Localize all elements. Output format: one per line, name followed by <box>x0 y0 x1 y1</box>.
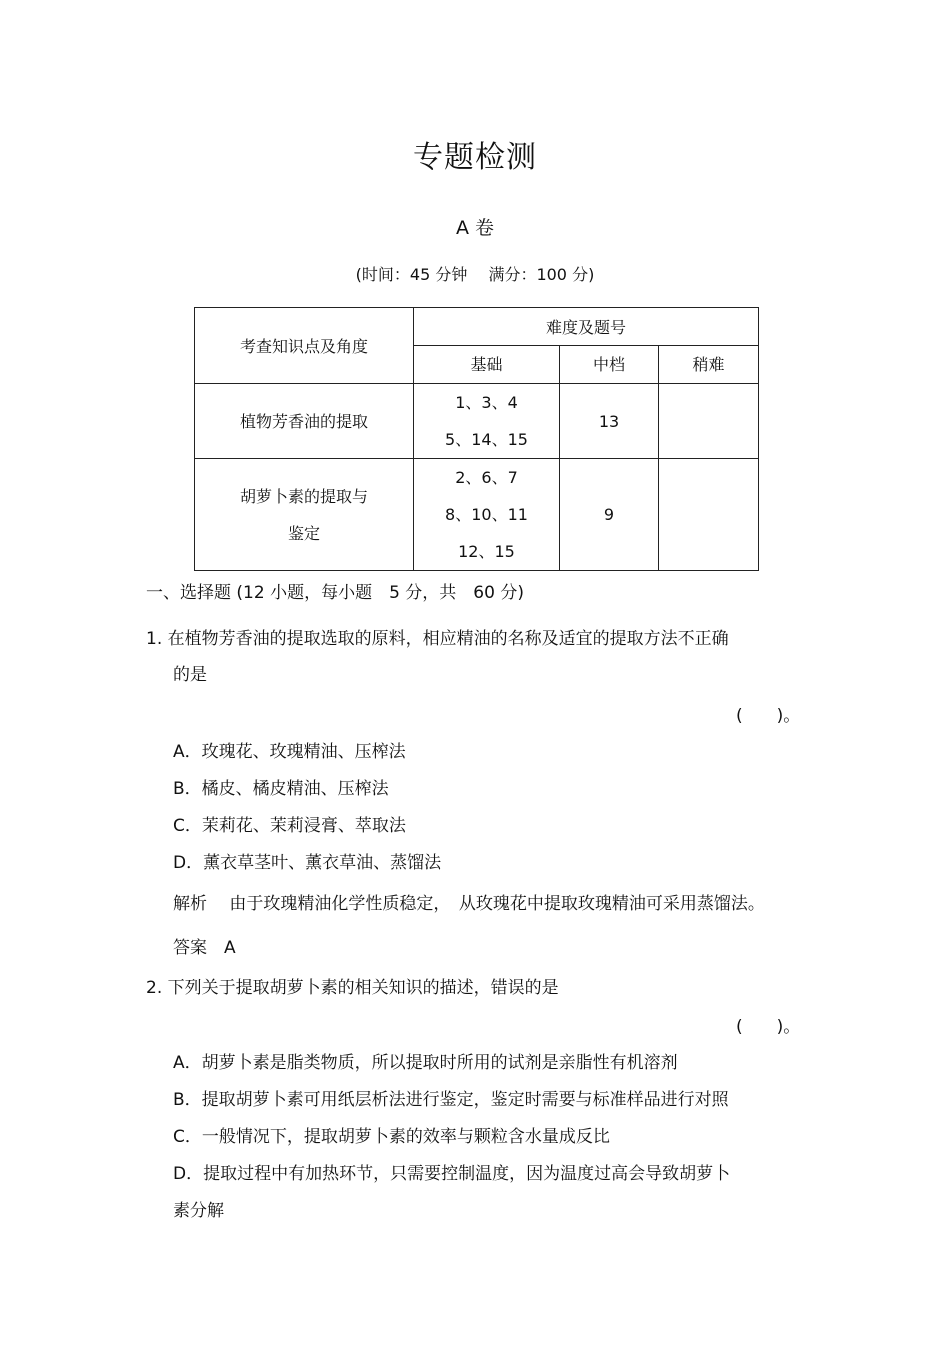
table-row <box>195 384 759 459</box>
paper-subtitle: A 卷 <box>455 217 495 239</box>
q2-answer-blank: ( )。 <box>736 1017 801 1037</box>
row-medium: 13 <box>560 384 659 459</box>
q1-answer-blank: ( )。 <box>736 706 801 726</box>
row-topic: 植物芳香油的提取 <box>195 384 414 459</box>
header-medium: 中档 <box>560 346 659 384</box>
q2-option-c: C．一般情况下，提取胡萝卜素的效率与颗粒含水量成反比 <box>173 1127 610 1147</box>
header-hard: 稍难 <box>659 346 759 384</box>
exam-meta: (时间：45 分钟 满分：100 分) <box>355 265 595 284</box>
q1-analysis: 解析 由于玫瑰精油化学性质稳定， 从玫瑰花中提取玫瑰精油可采用蒸馏法。 <box>173 894 765 914</box>
row-hard <box>659 459 759 571</box>
row-basic: 2、6、7 8、10、11 12、15 <box>414 459 560 571</box>
q1-option-a: A．玫瑰花、玫瑰精油、压榨法 <box>173 742 406 762</box>
document-title: 专题检测 <box>413 140 537 175</box>
header-topic: 考查知识点及角度 <box>195 308 414 384</box>
q1-stem-cont: 的是 <box>173 665 207 685</box>
topic-table <box>194 307 759 571</box>
q2-option-b: B．提取胡萝卜素可用纸层析法进行鉴定，鉴定时需要与标准样品进行对照 <box>173 1090 729 1110</box>
row-medium: 9 <box>560 459 659 571</box>
q1-answer: 答案 A <box>173 938 236 958</box>
q2-option-d: D．提取过程中有加热环节，只需要控制温度，因为温度过高会导致胡萝卜 <box>173 1164 731 1184</box>
row-basic: 1、3、4 5、14、15 <box>414 384 560 459</box>
row-topic: 胡萝卜素的提取与 鉴定 <box>195 459 414 571</box>
q2-stem: 2. 下列关于提取胡萝卜素的相关知识的描述，错误的是 <box>146 978 559 998</box>
header-basic: 基础 <box>414 346 560 384</box>
q1-option-d: D．薰衣草茎叶、薰衣草油、蒸馏法 <box>173 853 442 873</box>
q1-option-c: C．茉莉花、茉莉浸膏、萃取法 <box>173 816 406 836</box>
header-difficulty: 难度及题号 <box>414 308 759 346</box>
q1-stem: 1. 在植物芳香油的提取选取的原料，相应精油的名称及适宜的提取方法不正确 <box>146 629 729 649</box>
q2-option-a: A．胡萝卜素是脂类物质，所以提取时所用的试剂是亲脂性有机溶剂 <box>173 1053 678 1073</box>
table-row <box>195 459 759 571</box>
row-hard <box>659 384 759 459</box>
section-heading: 一、选择题 (12 小题，每小题 5 分，共 60 分) <box>146 583 524 603</box>
q1-option-b: B．橘皮、橘皮精油、压榨法 <box>173 779 389 799</box>
q2-option-d-cont: 素分解 <box>173 1201 224 1221</box>
